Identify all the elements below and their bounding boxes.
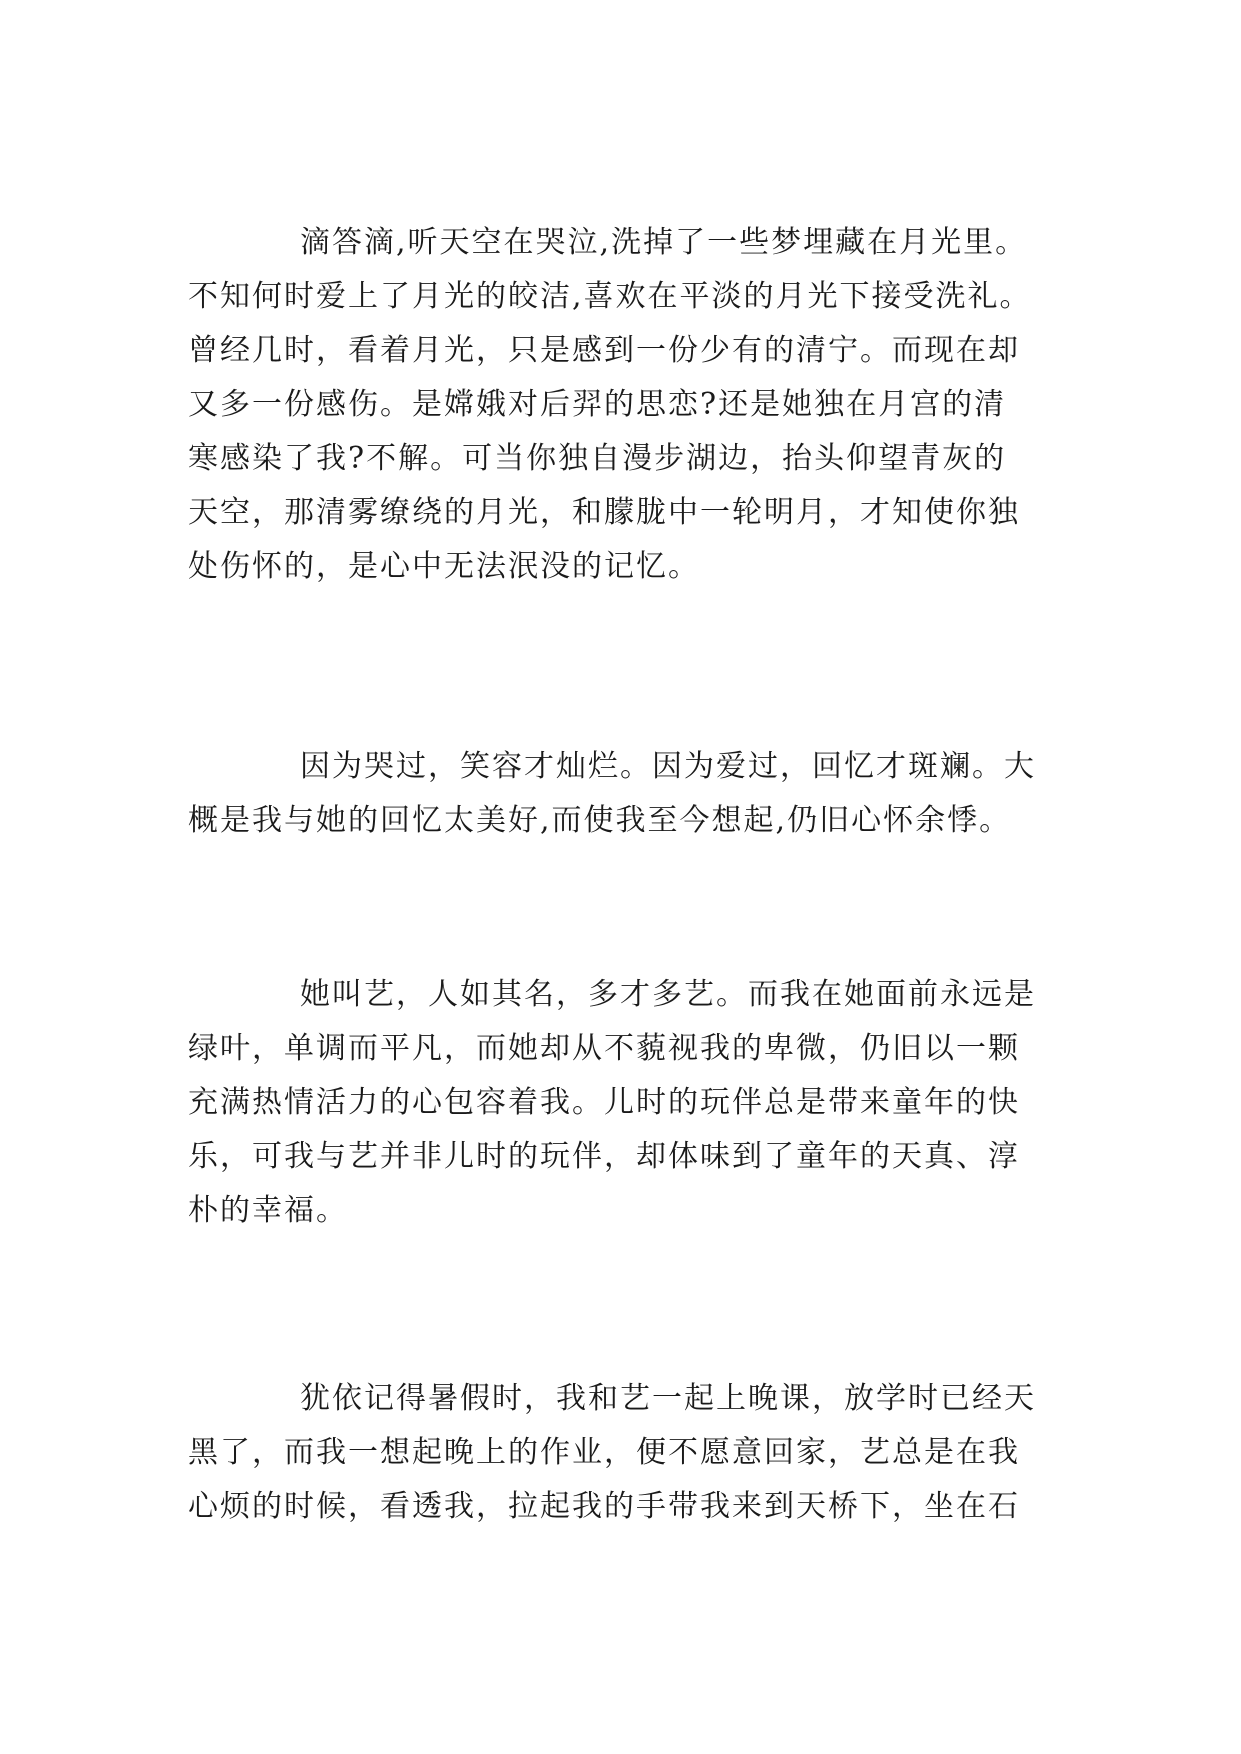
paragraph-line: 犹依记得暑假时，我和艺一起上晚课，放学时已经天	[300, 1381, 1036, 1416]
paragraph-line: 乐，可我与艺并非儿时的玩伴，却体味到了童年的天真、淳	[188, 1139, 1020, 1174]
paragraph-line: 绿叶，单调而平凡，而她却从不藐视我的卑微，仍旧以一颗	[188, 1031, 1020, 1066]
paragraph-summer-night	[188, 1372, 1088, 1534]
paragraph-line: 概是我与她的回忆太美好,而使我至今想起,仍旧心怀余悸。	[188, 803, 1012, 838]
paragraph-line: 因为哭过，笑容才灿烂。因为爱过，回忆才斑斓。大	[300, 749, 1036, 784]
paragraph-line: 曾经几时，看着月光，只是感到一份少有的清宁。而现在却	[188, 333, 1020, 368]
paragraph-line: 充满热情活力的心包容着我。儿时的玩伴总是带来童年的快	[188, 1085, 1020, 1120]
paragraph-line: 不知何时爱上了月光的皎洁,喜欢在平淡的月光下接受洗礼。	[188, 279, 1032, 314]
paragraph-line: 她叫艺，人如其名，多才多艺。而我在她面前永远是	[300, 977, 1036, 1012]
paragraph-line: 黑了，而我一想起晚上的作业，便不愿意回家，艺总是在我	[188, 1435, 1020, 1470]
paragraph-line: 处伤怀的，是心中无法泯没的记忆。	[188, 549, 700, 584]
paragraph-line: 寒感染了我?不解。可当你独自漫步湖边，抬头仰望青灰的	[188, 441, 1007, 476]
paragraph-moonlight	[188, 216, 1088, 594]
paragraph-line: 又多一份感伤。是嫦娥对后羿的思恋?还是她独在月宫的清	[188, 387, 1007, 422]
paragraph-line: 心烦的时候，看透我，拉起我的手带我来到天桥下，坐在石	[188, 1489, 1020, 1524]
paragraph-line: 朴的幸福。	[188, 1193, 348, 1228]
paragraph-line: 滴答滴,听天空在哭泣,洗掉了一些梦埋藏在月光里。	[300, 225, 1028, 260]
paragraph-friend-yi	[188, 968, 1088, 1238]
paragraph-line: 天空，那清雾缭绕的月光，和朦胧中一轮明月，才知使你独	[188, 495, 1020, 530]
paragraph-memories	[188, 740, 1088, 848]
